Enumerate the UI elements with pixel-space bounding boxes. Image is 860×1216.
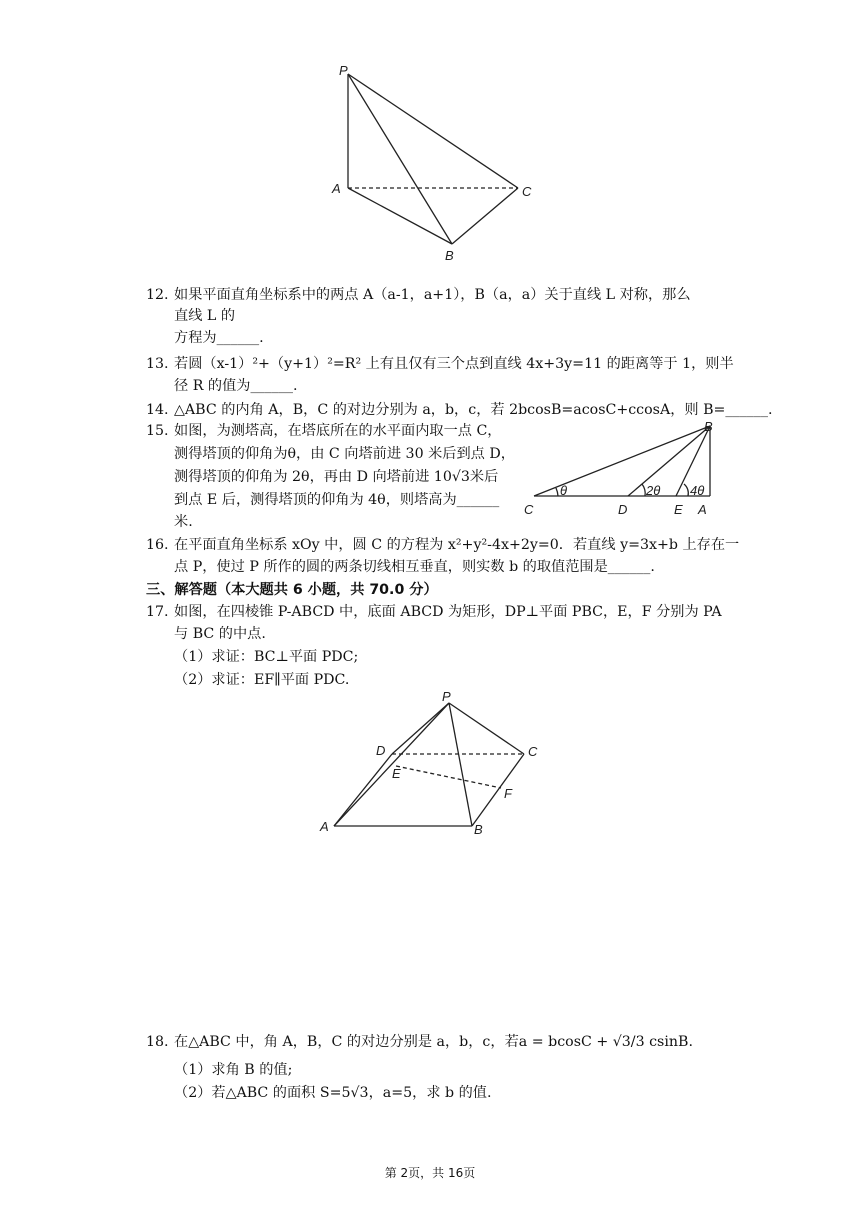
label-pyramid-f: F (504, 786, 512, 801)
q18-sub1: （1）求角 B 的值; (174, 1062, 293, 1078)
q14-line1: △ABC 的内角 A，B，C 的对边分别为 a，b，c，若 2bcosB=acosC+ccosA，则 B=______. (174, 402, 773, 418)
q12-line1: 如果平面直角坐标系中的两点 A（a-1，a+1），B（a，a）关于直线 L 对称，那么 (174, 287, 691, 303)
label-tower-e: E (674, 502, 683, 517)
label-tower-d: D (618, 502, 628, 517)
q13-number: 13. (146, 356, 169, 372)
label-pyramid-a: A (320, 819, 329, 834)
q15-line5: 米. (174, 514, 193, 530)
section-heading: 三、解答题（本大题共 6 小题，共 70.0 分） (146, 582, 438, 598)
label-pyramid-p: P (442, 689, 451, 704)
q17-line1: 如图，在四棱锥 P-ABCD 中，底面 ABCD 为矩形，DP⊥平面 PBC，E，F 分别为 PA (174, 604, 722, 620)
label-a: A (332, 181, 341, 196)
q15-line1: 如图，为测塔高，在塔底所在的水平面内取一点 C， (174, 423, 502, 439)
q18-sub2: （2）若△ABC 的面积 S=5√3，a=5，求 b 的值. (174, 1085, 492, 1101)
q18-line1: 在△ABC 中，角 A，B，C 的对边分别是 a，b，c，若a = bcosC + √3/3 csinB. (174, 1034, 693, 1050)
q17-number: 17. (146, 604, 169, 620)
label-pyramid-d: D (376, 743, 386, 758)
label-4theta: 4θ (690, 483, 705, 498)
label-pyramid-b: B (474, 822, 483, 837)
label-tower-b: B (704, 419, 713, 434)
q17-line2: 与 BC 的中点. (174, 626, 266, 642)
q13-line2: 径 R 的值为______. (174, 378, 298, 394)
label-tower-c: C (524, 502, 534, 517)
label-p: P (339, 63, 348, 78)
label-c: C (522, 184, 532, 199)
label-b: B (445, 248, 454, 263)
q16-line2: 点 P，使过 P 所作的圆的两条切线相互垂直，则实数 b 的取值范围是______. (174, 559, 655, 575)
label-2theta: 2θ (646, 483, 661, 498)
q16-line1: 在平面直角坐标系 xOy 中，圆 C 的方程为 x²+y²-4x+2y=0．若直线 y=3x+b 上存在一 (174, 537, 740, 553)
q12-line2: 直线 L 的 (174, 308, 236, 324)
q15-line4: 到点 E 后，测得塔顶的仰角为 4θ，则塔高为______ (174, 492, 500, 508)
q12-line3: 方程为______. (174, 330, 264, 346)
label-theta: θ (560, 483, 568, 498)
q15-number: 15. (146, 423, 169, 439)
q18-number: 18. (146, 1034, 169, 1050)
q13-line1: 若圆（x-1）²+（y+1）²=R² 上有且仅有三个点到直线 4x+3y=11 的距离等于 1，则半 (174, 356, 734, 372)
label-pyramid-e: E (392, 766, 401, 781)
label-tower-a: A (698, 502, 707, 517)
q15-line2: 测得塔顶的仰角为θ，由 C 向塔前进 30 米后到点 D， (174, 446, 515, 462)
q14-number: 14. (146, 402, 169, 418)
figure-tower (516, 418, 726, 522)
page-footer: 第 2页，共 16页 (384, 1166, 476, 1180)
q17-sub2: （2）求证：EF∥平面 PDC. (174, 672, 350, 688)
q16-number: 16. (146, 537, 169, 553)
q12-number: 12. (146, 287, 169, 303)
q17-sub1: （1）求证：BC⊥平面 PDC; (174, 649, 359, 665)
label-pyramid-c: C (528, 744, 538, 759)
figure-tetrahedron (320, 60, 550, 270)
figure-pyramid (314, 688, 554, 838)
q15-line3: 测得塔顶的仰角为 2θ，再由 D 向塔前进 10√3米后 (174, 469, 499, 485)
